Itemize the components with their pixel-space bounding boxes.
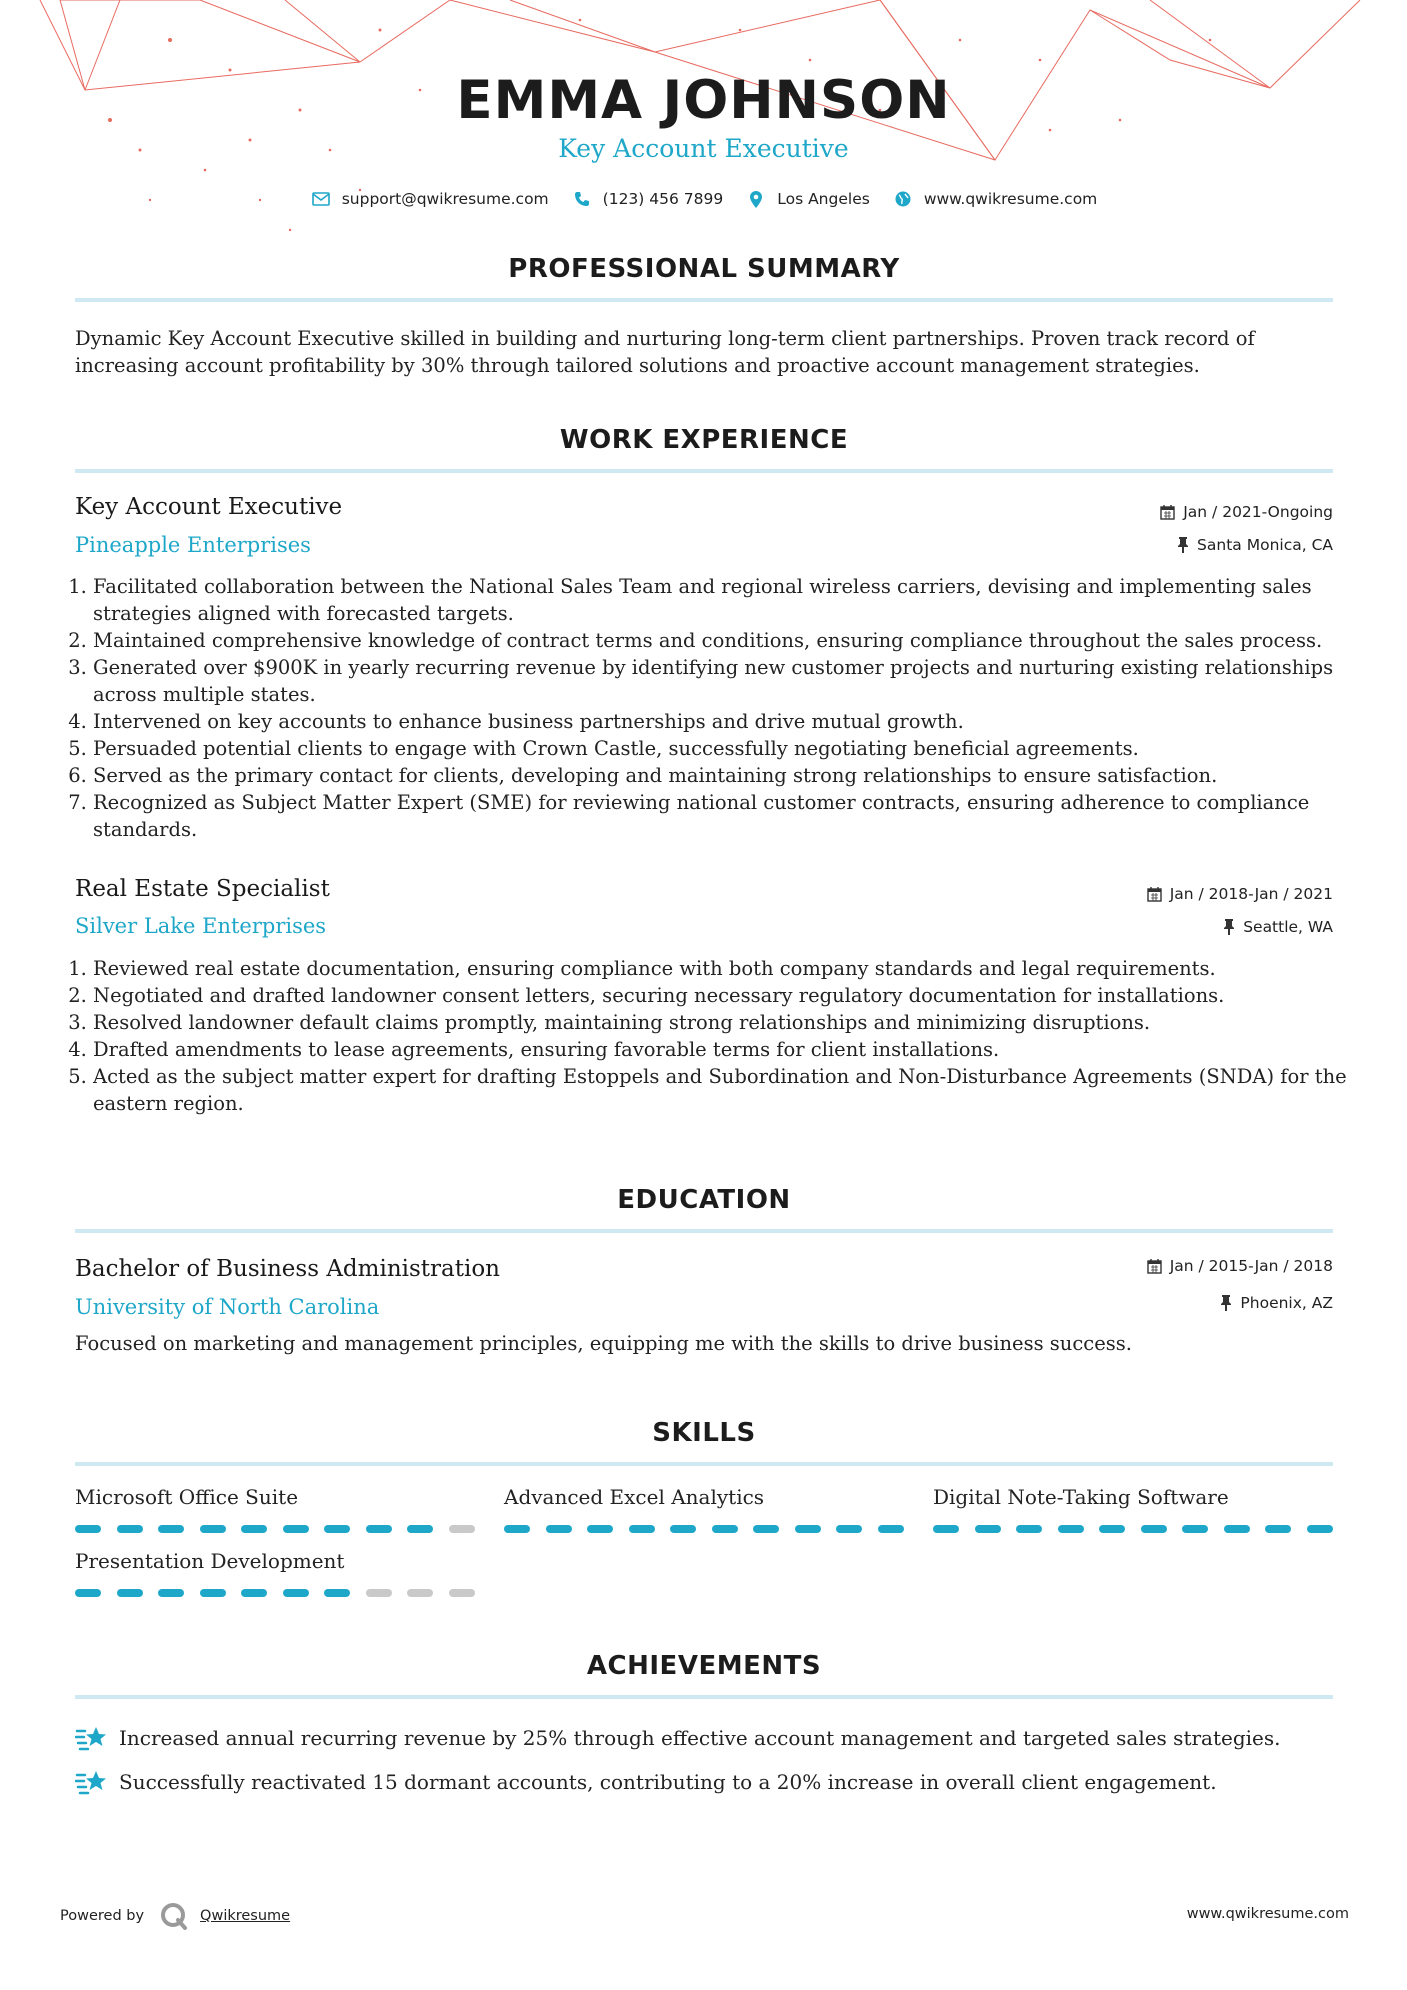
skill-segment-filled: [1099, 1525, 1125, 1533]
list-item: 4. Drafted amendments to lease agreements, ensuring favorable terms for client installations.: [93, 1036, 1351, 1063]
skill-segment-filled: [504, 1525, 530, 1533]
job-location-text: Santa Monica, CA: [1197, 536, 1333, 554]
education-heading: EDUCATION: [617, 1185, 791, 1215]
phone-icon: [571, 188, 593, 210]
skill-segment-filled: [407, 1525, 433, 1533]
job-date-text: Jan / 2018-Jan / 2021: [1169, 885, 1333, 903]
skill-segment-filled: [158, 1525, 184, 1533]
skill-segment-filled: [712, 1525, 738, 1533]
education-divider: [75, 1229, 1333, 1233]
pushpin-icon: [1223, 919, 1235, 935]
skill-segment-filled: [283, 1589, 309, 1597]
education-date-text: Jan / 2015-Jan / 2018: [1169, 1257, 1333, 1275]
powered-by-label: Powered by: [60, 1908, 145, 1924]
skill-segment-filled: [283, 1525, 309, 1533]
skill-segment-filled: [1224, 1525, 1250, 1533]
skill-name: Digital Note-Taking Software: [933, 1485, 1229, 1509]
job-location: [1177, 536, 1333, 554]
skill-segment-filled: [670, 1525, 696, 1533]
skill-segment-empty: [449, 1589, 475, 1597]
job-title: Key Account Executive: [75, 494, 343, 520]
job-company: Pineapple Enterprises: [75, 533, 311, 557]
list-item: 6. Served as the primary contact for clients, developing and maintaining strong relationships to ensure satisfaction.: [93, 762, 1351, 789]
skill-segment-filled: [1141, 1525, 1167, 1533]
job-responsibilities: [75, 955, 1351, 1117]
list-item: 5. Persuaded potential clients to engage with Crown Castle, successfully negotiating beneficial agreements.: [93, 735, 1351, 762]
skill-segment-filled: [546, 1525, 572, 1533]
map-pin-icon: [745, 188, 767, 210]
skill-item: [933, 1485, 1333, 1533]
skill-segment-filled: [629, 1525, 655, 1533]
skill-segment-filled: [366, 1525, 392, 1533]
skill-segment-filled: [587, 1525, 613, 1533]
achievements-divider: [75, 1695, 1333, 1699]
achievement-item: [75, 1765, 1333, 1799]
contact-location-text: Los Angeles: [777, 190, 870, 208]
job-company: Silver Lake Enterprises: [75, 914, 327, 938]
contact-phone[interactable]: [571, 188, 724, 210]
skill-segment-filled: [1182, 1525, 1208, 1533]
qwikresume-logo-icon: [160, 1902, 188, 1930]
skill-segment-filled: [324, 1525, 350, 1533]
skill-segment-filled: [117, 1589, 143, 1597]
skills-divider: [75, 1462, 1333, 1466]
skill-segment-empty: [449, 1525, 475, 1533]
list-item: 1. Facilitated collaboration between the National Sales Team and regional wireless carriers, devising and implementing sales strategies aligned with forecasted targets.: [93, 573, 1351, 627]
job-title: Real Estate Specialist: [75, 876, 330, 902]
skill-level-bar: [933, 1525, 1333, 1533]
skill-segment-filled: [975, 1525, 1001, 1533]
list-item: 2. Maintained comprehensive knowledge of contract terms and conditions, ensuring compliance throughout the sales process.: [93, 627, 1351, 654]
qwikresume-link[interactable]: Qwikresume: [200, 1908, 291, 1924]
skill-segment-filled: [75, 1525, 101, 1533]
skill-segment-filled: [324, 1589, 350, 1597]
shooting-star-icon: [75, 1765, 109, 1799]
job-location: [1223, 918, 1333, 936]
job-date: [1147, 885, 1333, 903]
contact-location: [745, 188, 870, 210]
list-item: 2. Negotiated and drafted landowner consent letters, securing necessary regulatory documentation for installations.: [93, 982, 1351, 1009]
experience-heading: WORK EXPERIENCE: [559, 425, 849, 455]
achievement-item: [75, 1721, 1333, 1755]
skill-segment-filled: [117, 1525, 143, 1533]
experience-divider: [75, 469, 1333, 473]
skill-name: Microsoft Office Suite: [75, 1485, 299, 1509]
job-date-text: Jan / 2021-Ongoing: [1183, 503, 1333, 521]
skill-item: [75, 1485, 475, 1533]
skill-segment-empty: [366, 1589, 392, 1597]
candidate-title: Key Account Executive: [558, 134, 849, 163]
summary-divider: [75, 298, 1333, 302]
skill-segment-filled: [200, 1525, 226, 1533]
skill-segment-filled: [1016, 1525, 1042, 1533]
skill-segment-filled: [241, 1589, 267, 1597]
job-responsibilities: [75, 573, 1351, 843]
calendar-icon: [1160, 505, 1175, 520]
skill-level-bar: [504, 1525, 904, 1533]
list-item: 3. Generated over $900K in yearly recurring revenue by identifying new customer projects and nurturing existing relationships across multiple states.: [93, 654, 1351, 708]
contact-website-text: www.qwikresume.com: [923, 190, 1098, 208]
pushpin-icon: [1220, 1295, 1232, 1311]
shooting-star-icon: [75, 1721, 109, 1755]
skill-segment-empty: [407, 1589, 433, 1597]
skill-segment-filled: [1307, 1525, 1333, 1533]
calendar-icon: [1147, 1259, 1162, 1274]
list-item: 4. Intervened on key accounts to enhance business partnerships and drive mutual growth.: [93, 708, 1351, 735]
contact-website[interactable]: [892, 188, 1097, 210]
education-description: Focused on marketing and management principles, equipping me with the skills to drive business success.: [75, 1332, 1132, 1355]
summary-heading: PROFESSIONAL SUMMARY: [508, 254, 900, 284]
job-date: [1160, 503, 1333, 521]
skill-level-bar: [75, 1525, 475, 1533]
footer-powered-by: [60, 1902, 290, 1930]
school-name: University of North Carolina: [75, 1295, 380, 1319]
contact-email[interactable]: [310, 188, 549, 210]
skill-name: Advanced Excel Analytics: [504, 1485, 765, 1509]
contact-email-text: support@qwikresume.com: [341, 190, 549, 208]
skill-segment-filled: [1058, 1525, 1084, 1533]
skill-segment-filled: [753, 1525, 779, 1533]
skills-heading: SKILLS: [652, 1418, 756, 1448]
skill-segment-filled: [75, 1589, 101, 1597]
skill-segment-filled: [933, 1525, 959, 1533]
skill-level-bar: [75, 1589, 475, 1597]
skill-segment-filled: [158, 1589, 184, 1597]
list-item: 1. Reviewed real estate documentation, ensuring compliance with both company standards and legal requirements.: [93, 955, 1351, 982]
contact-bar: [0, 188, 1407, 210]
achievements-heading: ACHIEVEMENTS: [586, 1651, 822, 1681]
skill-segment-filled: [241, 1525, 267, 1533]
skill-segment-filled: [1265, 1525, 1291, 1533]
education-location: [1220, 1294, 1333, 1312]
achievement-text: Increased annual recurring revenue by 25% through effective account management and targeted sales strategies.: [119, 1726, 1281, 1750]
skill-segment-filled: [200, 1589, 226, 1597]
skill-name: Presentation Development: [75, 1549, 345, 1573]
job-location-text: Seattle, WA: [1243, 918, 1333, 936]
calendar-icon: [1147, 887, 1162, 902]
list-item: 5. Acted as the subject matter expert for drafting Estoppels and Subordination and Non-Disturbance Agreements (SNDA) for the eastern region.: [93, 1063, 1351, 1117]
pushpin-icon: [1177, 537, 1189, 553]
skill-segment-filled: [878, 1525, 904, 1533]
degree-title: Bachelor of Business Administration: [75, 1256, 500, 1282]
summary-text: Dynamic Key Account Executive skilled in building and nurturing long-term client partnerships. Proven track record of increasing account profitability by 30% through tailored solutions and proactive account management strategies.: [75, 327, 1255, 377]
envelope-icon: [310, 188, 332, 210]
skill-segment-filled: [836, 1525, 862, 1533]
education-date: [1147, 1257, 1333, 1275]
candidate-name: EMMA JOHNSON: [456, 70, 951, 131]
skill-item: [504, 1485, 904, 1533]
skill-segment-filled: [795, 1525, 821, 1533]
list-item: 7. Recognized as Subject Matter Expert (SME) for reviewing national customer contracts, ensuring adherence to compliance standards.: [93, 789, 1351, 843]
globe-icon: [892, 188, 914, 210]
list-item: 3. Resolved landowner default claims promptly, maintaining strong relationships and minimizing disruptions.: [93, 1009, 1351, 1036]
education-location-text: Phoenix, AZ: [1240, 1294, 1333, 1312]
achievement-text: Successfully reactivated 15 dormant accounts, contributing to a 20% increase in overall client engagement.: [119, 1770, 1217, 1794]
skill-item: [75, 1549, 475, 1597]
contact-phone-text: (123) 456 7899: [602, 190, 724, 208]
footer-website[interactable]: www.qwikresume.com: [1186, 1906, 1349, 1922]
